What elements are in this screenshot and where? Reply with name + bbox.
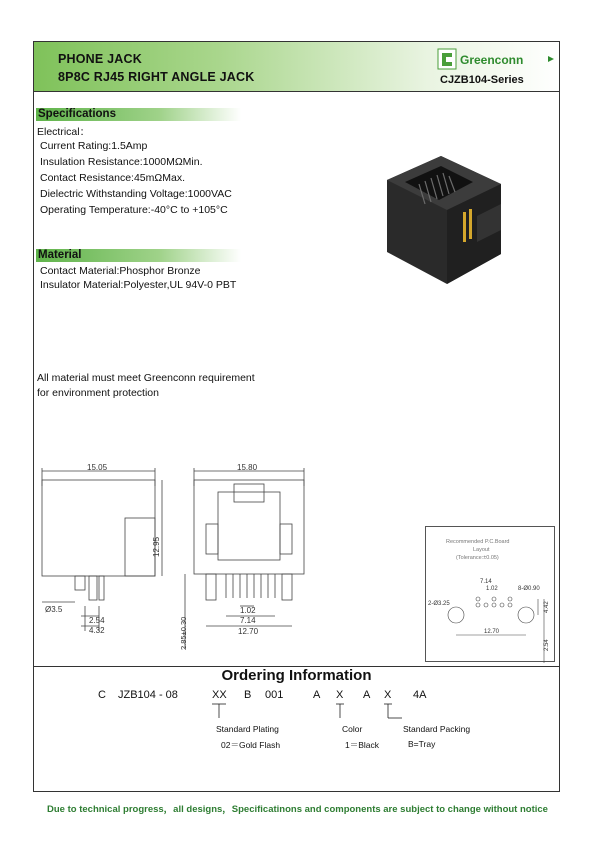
code-part: C [98,689,106,701]
pcb-dim-102: 1.02 [486,586,498,592]
dim-lead-length: 2.85±0.30 [179,616,188,650]
series-label: CJZB104-Series [440,74,524,86]
pcb-hole-2: 2-Ø3.25 [428,601,450,607]
pcb-layout-title: Recommended P.C.Board [446,539,510,545]
dim-254: 2.54 [89,616,105,625]
pcb-layout-subtitle: Layout [473,547,490,553]
product-type: PHONE JACK [58,52,142,66]
dim-side-height: 12.95 [152,536,161,557]
electrical-label: Electrical： [37,126,91,138]
ordering-title: Ordering Information [221,667,372,684]
ordering-leader-lines [34,702,559,732]
logo-text: Greenconn [460,53,524,67]
material-item: Insulator Material:Polyester,UL 94V-0 PBT [40,279,237,291]
packing-label: Standard Packing [403,724,471,734]
code-part: 001 [265,689,284,701]
packing-value: B=Tray [408,739,436,749]
spec-item: Operating Temperature:-40°C to +105°C [40,204,228,216]
pcb-hole-8: 8-Ø0.90 [518,586,540,592]
front-view-drawing [179,463,332,651]
header-banner [34,42,559,92]
code-part: XX [212,689,227,701]
greenconn-logo [436,48,556,70]
plating-value: 02＝Gold Flash [221,740,281,750]
code-part: JZB104 - 08 [118,689,178,701]
code-part: X [384,689,392,701]
dim-432: 4.32 [89,626,105,635]
dim-1270: 12.70 [238,627,259,636]
rj45-jack-product-image [369,142,519,287]
color-label: Color [342,724,363,734]
pcb-layout-box [425,526,555,662]
plating-label: Standard Plating [216,724,279,734]
pcb-dim-714: 7.14 [480,579,492,585]
specifications-title: Specifications [38,108,116,120]
side-view-drawing [37,463,167,651]
footer-disclaimer: Due to technical progress，all designs，Specificatinons and components are subject to change without notice [47,804,548,815]
dim-pitch: 1.02 [240,606,256,615]
pcb-dim-1270: 12.70 [484,629,500,635]
material-title: Material [38,249,82,261]
pcb-dim-254: 2.54 [544,639,550,651]
dim-pin-dia: Ø3.5 [45,605,63,614]
product-title: 8P8C RJ45 RIGHT ANGLE JACK [58,70,255,84]
code-part: A [363,689,371,701]
pcb-layout-tolerance: (Tolerance:±0.05) [456,555,499,561]
material-item: Contact Material:Phosphor Bronze [40,265,201,277]
color-value: 1＝Black [345,740,380,750]
spec-item: Current Rating:1.5Amp [40,140,148,152]
pcb-dim-442: 4.42 [544,601,550,613]
dim-front-width: 15.80 [237,463,258,472]
spec-item: Contact Resistance:45mΩMax. [40,172,185,184]
dim-side-width: 15.05 [87,463,108,472]
pcb-hole-pattern [426,563,554,661]
code-part: A [313,689,321,701]
environment-note-line1: All material must meet Greenconn requirement [37,372,255,384]
spec-item: Dielectric Withstanding Voltage:1000VAC [40,188,232,200]
code-part: B [244,689,252,701]
code-part: 4A [413,689,427,701]
datasheet-frame [33,41,560,792]
spec-item: Insulation Resistance:1000MΩMin. [40,156,203,168]
environment-note-line2: for environment protection [37,387,159,399]
dim-714: 7.14 [240,616,256,625]
code-part: X [336,689,344,701]
